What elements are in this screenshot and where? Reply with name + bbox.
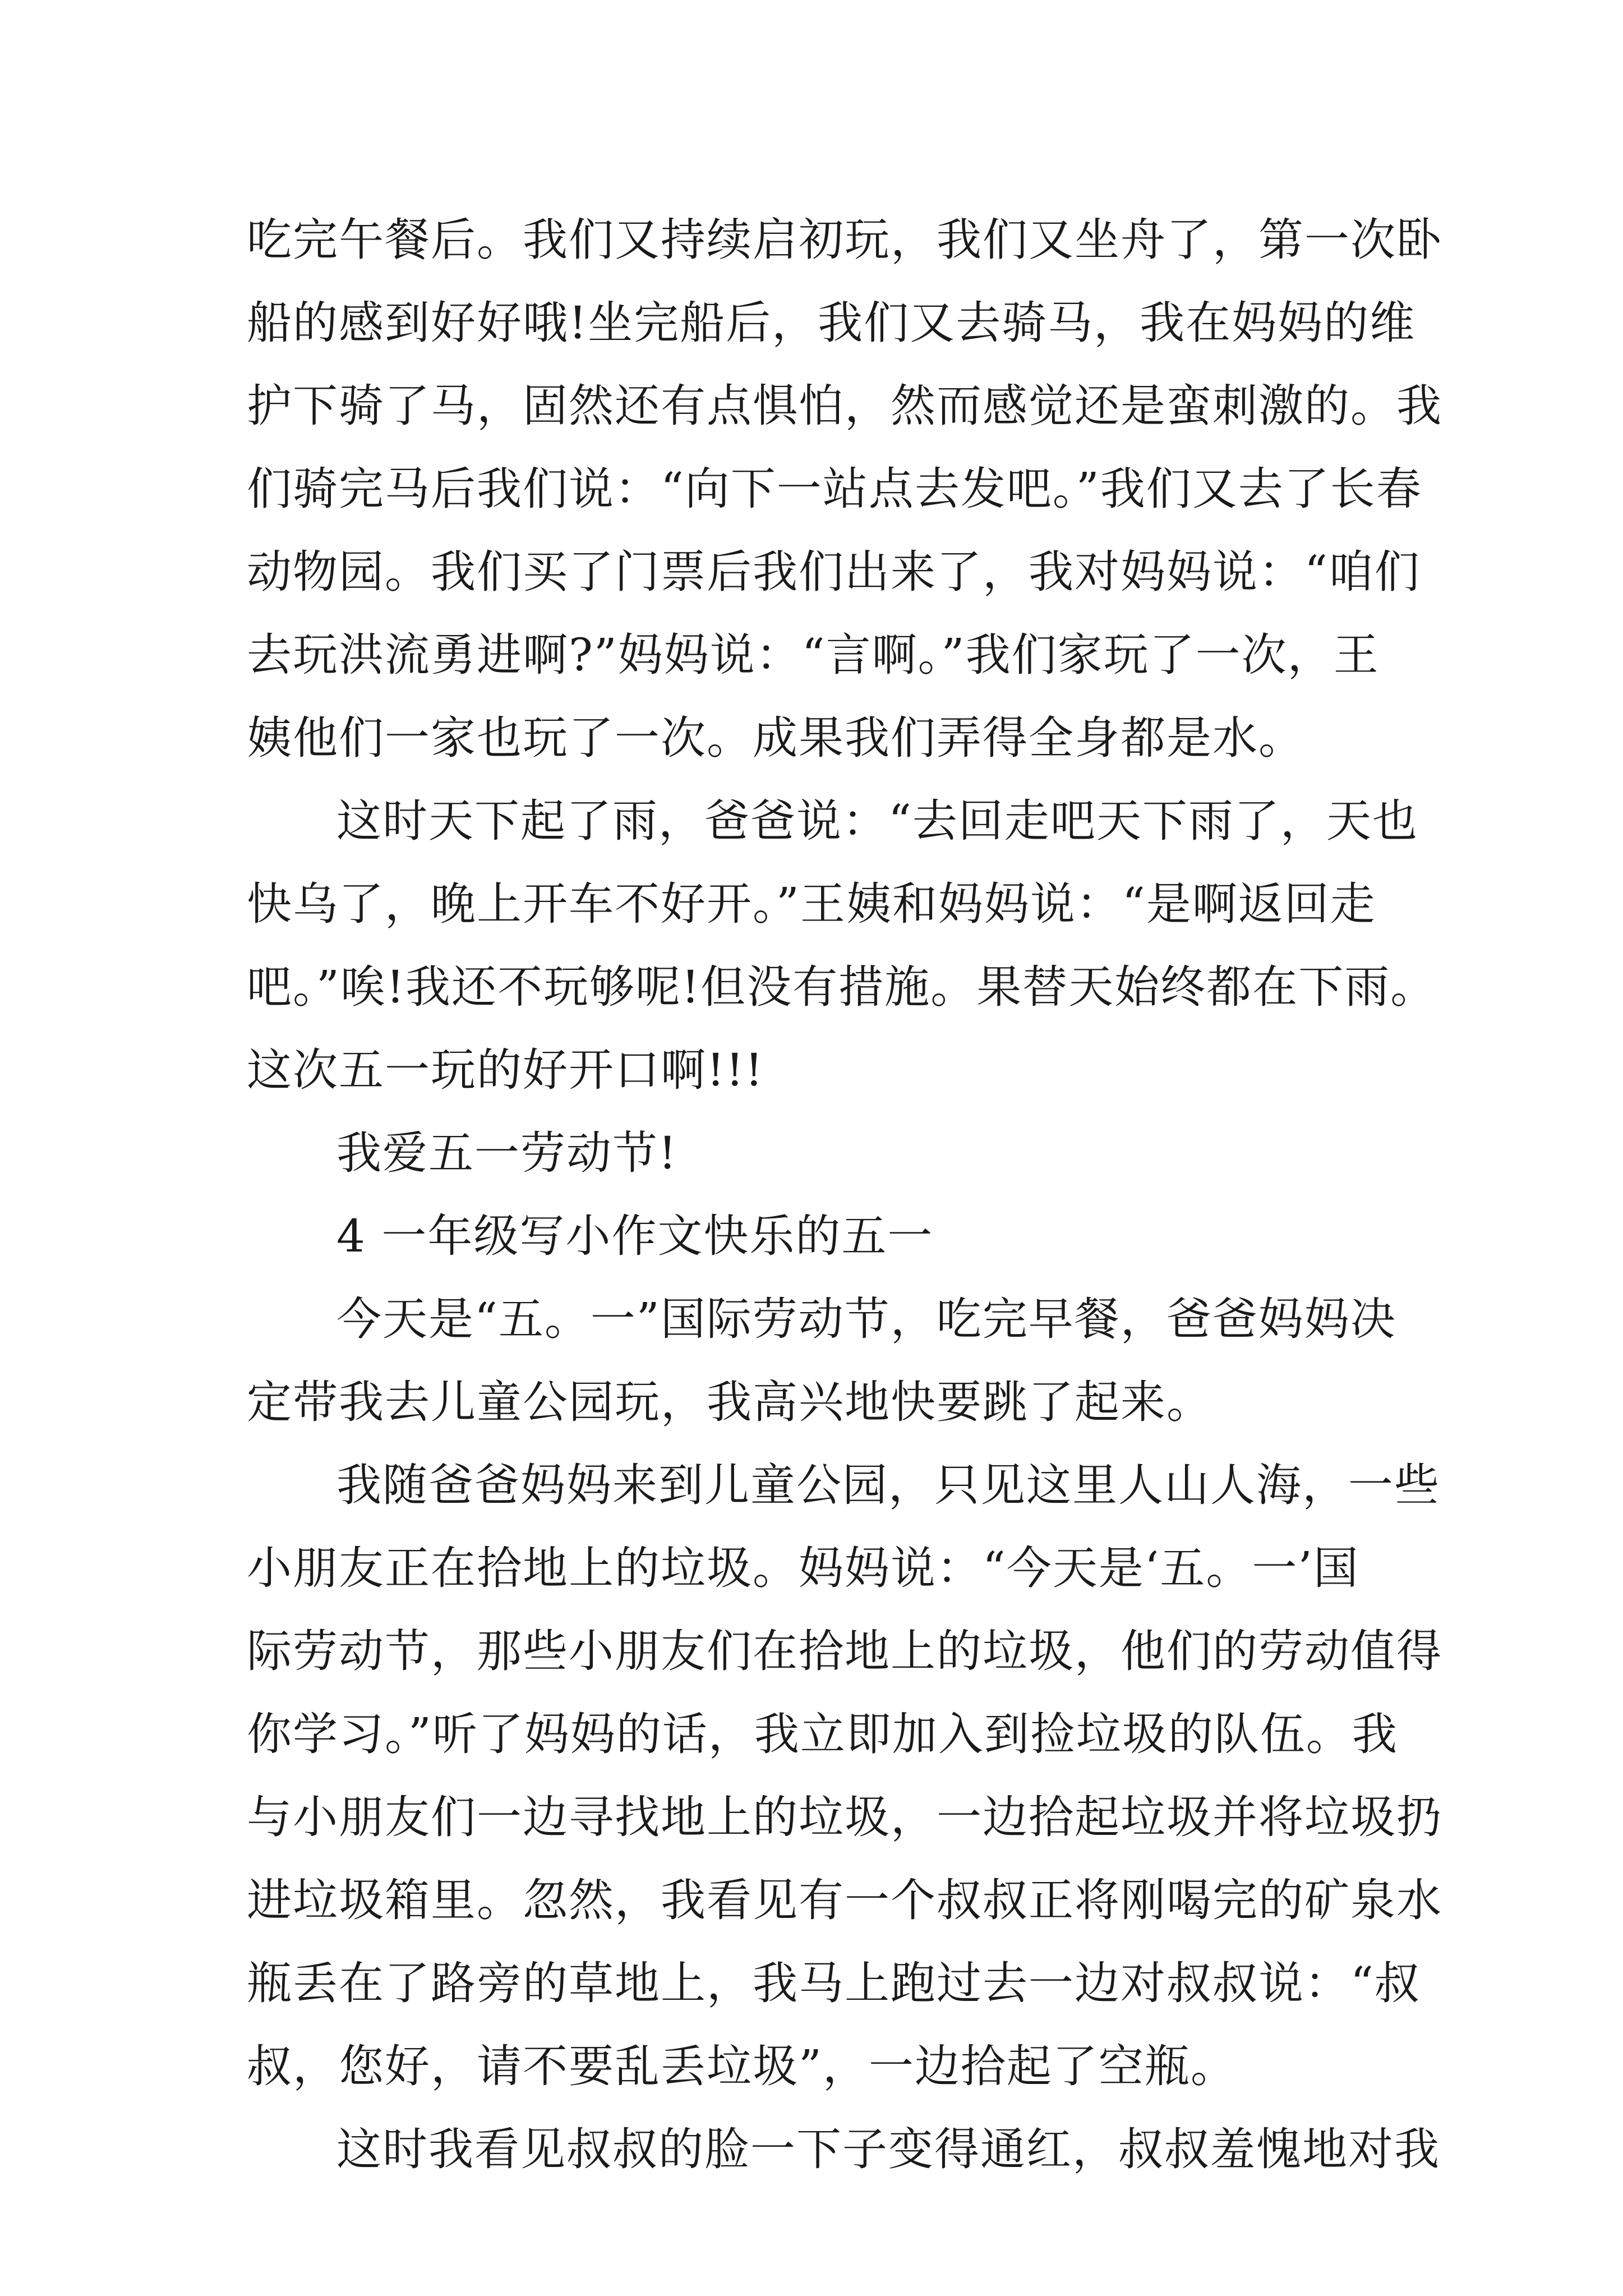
text-line: 小朋友正在拾地上的垃圾。妈妈说：“今天是‘五。一’国 <box>247 1542 1359 1594</box>
text-line: 我爱五一劳动节! <box>336 1127 678 1179</box>
text-line: 吃完午餐后。我们又持续启初玩，我们又坐舟了，第一次卧 <box>247 214 1442 266</box>
text-line: 这次五一玩的好开口啊!!! <box>247 1044 764 1096</box>
text-line: 叔，您好，请不要乱丢垃圾”，一边拾起了空瓶。 <box>247 2040 1237 2092</box>
text-line: 这时天下起了雨，爸爸说：“去回走吧天下雨了，天也 <box>336 795 1418 847</box>
text-line: 们骑完马后我们说：“向下一站点去发吧。”我们又去了长春 <box>247 463 1422 515</box>
text-line: 际劳动节，那些小朋友们在拾地上的垃圾，他们的劳动值得 <box>247 1625 1442 1677</box>
section-heading: 4 一年级写小作文快乐的五一 <box>336 1210 934 1262</box>
text-line: 你学习。”听了妈妈的话，我立即加入到捡垃圾的队伍。我 <box>247 1708 1398 1760</box>
text-line: 这时我看见叔叔的脸一下子变得通红，叔叔羞愧地对我 <box>336 2123 1440 2175</box>
text-line: 快乌了，晚上开车不好开。”王姨和妈妈说：“是啊返回走 <box>247 878 1376 930</box>
text-line: 定带我去儿童公园玩，我高兴地快要跳了起来。 <box>247 1376 1212 1428</box>
text-line: 进垃圾箱里。忽然，我看见有一个叔叔正将刚喝完的矿泉水 <box>247 1874 1442 1926</box>
text-line: 吧。”唉!我还不玩够呢!但没有措施。果替天始终都在下雨。 <box>247 961 1437 1013</box>
text-line: 动物园。我们买了门票后我们出来了，我对妈妈说：“咱们 <box>247 546 1421 598</box>
text-line: 护下骑了马，固然还有点惧怕，然而感觉还是蛮刺激的。我 <box>247 380 1442 432</box>
text-line: 今天是“五。一”国际劳动节，吃完早餐，爸爸妈妈决 <box>336 1293 1396 1345</box>
text-line: 去玩洪流勇进啊?”妈妈说：“言啊。”我们家玩了一次，王 <box>247 629 1380 681</box>
text-line: 与小朋友们一边寻找地上的垃圾，一边拾起垃圾并将垃圾扔 <box>247 1791 1442 1843</box>
text-line: 瓶丢在了路旁的草地上，我马上跑过去一边对叔叔说：“叔 <box>247 1957 1421 2009</box>
text-line: 船的感到好好哦!坐完船后，我们又去骑马，我在妈妈的维 <box>247 297 1416 349</box>
text-line: 姨他们一家也玩了一次。成果我们弄得全身都是水。 <box>247 712 1304 764</box>
text-line: 我随爸爸妈妈来到儿童公园，只见这里人山人海，一些 <box>336 1459 1440 1511</box>
